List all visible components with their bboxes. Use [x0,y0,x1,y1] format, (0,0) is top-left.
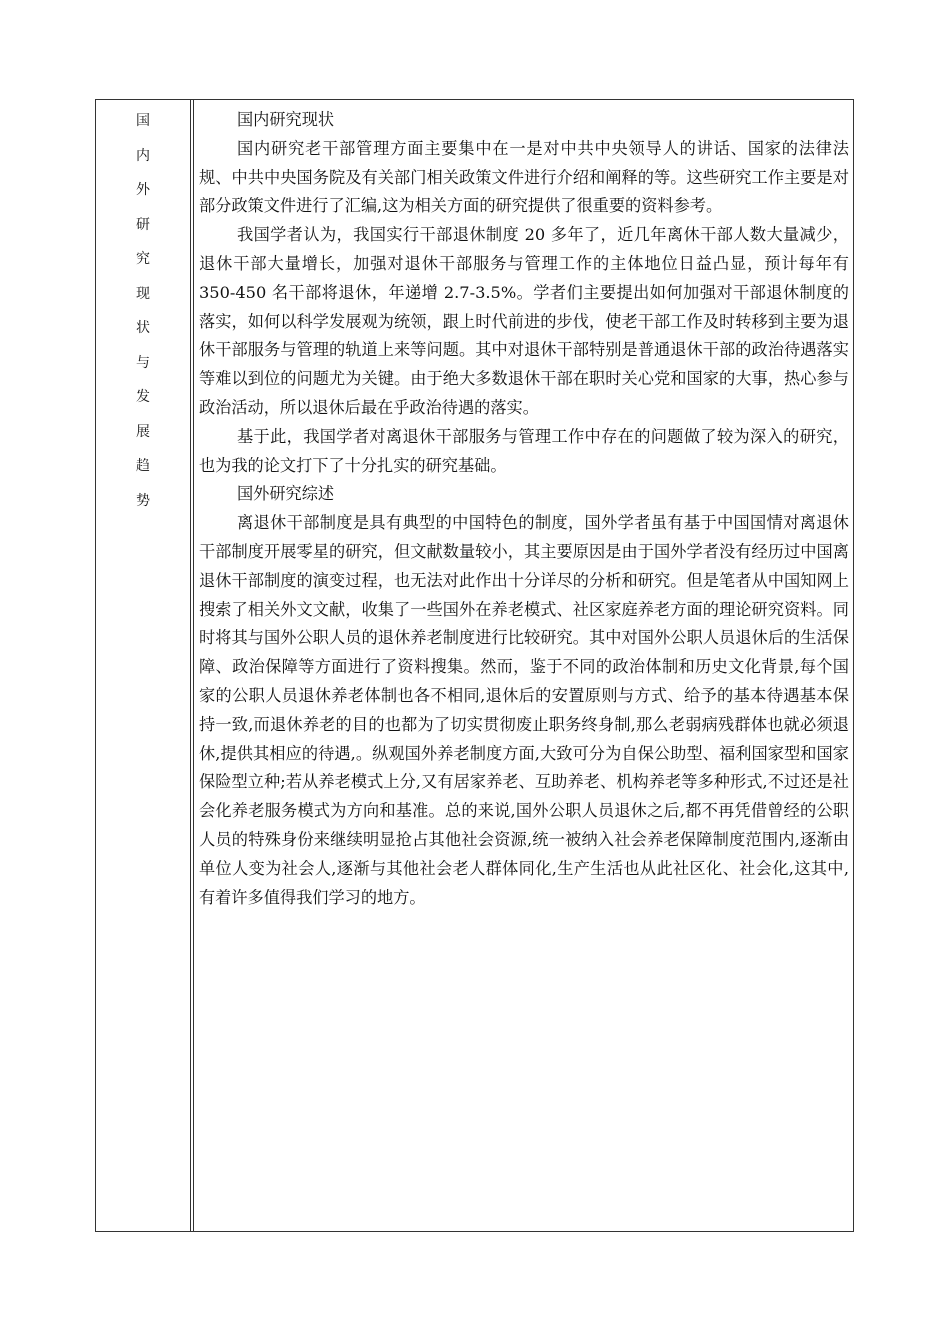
paragraph: 离退休干部制度是具有典型的中国特色的制度，国外学者虽有基于中国国情对离退休干部制度开展零星的研究，但文献数量较小，其主要原因是由于国外学者没有经历过中国离退休干部制度的演变过程，也无法对此作出十分详尽的分析和研究。但是笔者从中国知网上搜索了相关外文文献，收集了一些国外在养老模式、社区家庭养老方面的理论研究资料。同时将其与国外公职人员的退休养老制度进行比较研究。其中对国外公职人员退休后的生活保障、政治保障等方面进行了资料搜集。然而，鉴于不同的政治体制和历史文化背景,每个国家的公职人员退休养老体制也各不相同,退休后的安置原则与方式、给予的基本待遇基本保持一致,而退休养老的目的也都为了切实贯彻废止职务终身制,那么老弱病残群体也就必须退休,提供其相应的待遇,。纵观国外养老制度方面,大致可分为自保公助型、福利国家型和国家保险型立种;若从养老模式上分,又有居家养老、互助养老、机构养老等多种形式,不过还是社会化养老服务模式为方向和基准。总的来说,国外公职人员退休之后,都不再凭借曾经的公职人员的特殊身份来继续明显抢占其他社会资源,统一被纳入社会养老保障制度范围内,逐渐由单位人变为社会人,逐渐与其他社会老人群体同化,生产生活也从此社区化、社会化,这其中,有着许多值得我们学习的地方。 [199,513,849,907]
column-divider [193,100,194,1231]
row-label-char: 势 [136,492,150,509]
row-label-char: 展 [136,423,150,440]
row-label-char: 内 [136,147,150,164]
row-label-char: 研 [136,216,150,233]
row-label-char: 现 [136,285,150,302]
row-label-char: 发 [136,389,150,405]
row-label-char: 趋 [136,458,150,474]
row-label-char: 状 [136,320,150,336]
row-label-char: 外 [136,182,150,198]
section-heading-domestic: 国内研究现状 [237,110,335,129]
content-cell [199,106,849,912]
row-label-vertical [96,104,190,518]
paragraph: 我国学者认为，我国实行干部退休制度 20 多年了，近几年离休干部人数大量减少，退休干部大量增长，加强对退休干部服务与管理工作的主体地位日益凸显，预计每年有 350-450 名干部将退休，年递增 2.7-3.5%。学者们主要提出如何加强对干部退休制度的落实，如何以科学发展观为统领，跟上时代前进的步伐，使老干部工作及时转移到主要为退休干部服务与管理的轨道上来等问题。其中对退休干部特别是普通退休干部的政治待遇落实等难以到位的问题尤为关键。由于绝大多数退休干部在职时关心党和国家的大事，热心参与政治活动，所以退休后最在乎政治待遇的落实。 [199,225,849,417]
paragraph: 基于此，我国学者对离退休干部服务与管理工作中存在的问题做了较为深入的研究，也为我的论文打下了十分扎实的研究基础。 [199,426,849,475]
row-label-char: 究 [136,251,150,267]
paragraph: 国内研究老干部管理方面主要集中在一是对中共中央领导人的讲话、国家的法律法规、中共中央国务院及有关部门相关政策文件进行介绍和阐释的等。这些研究工作主要是对部分政策文件进行了汇编,这为相关方面的研究提供了很重要的资料参考。 [199,138,849,216]
row-label-char: 与 [136,354,150,371]
column-divider [190,100,191,1231]
section-heading-foreign: 国外研究综述 [237,484,335,504]
form-table [95,99,854,1232]
row-label-char: 国 [136,113,150,129]
